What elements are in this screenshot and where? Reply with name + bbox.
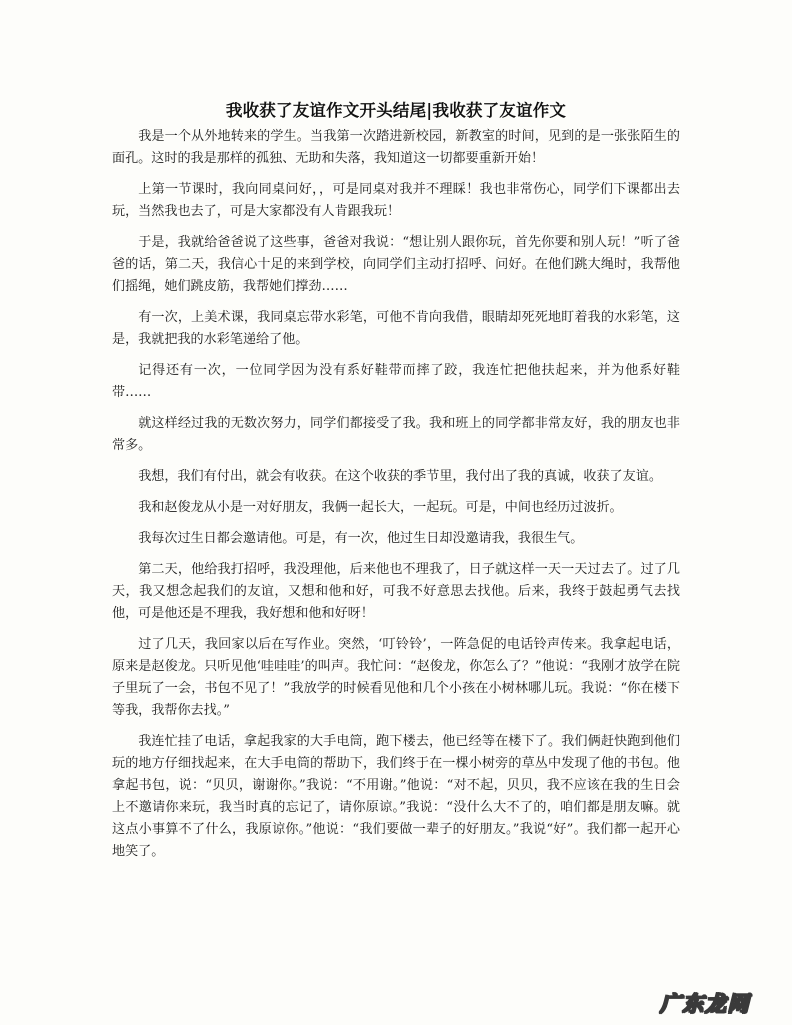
document-body [112, 126, 680, 872]
paragraph: 就这样经过我的无数次努力，同学们都接受了我。我和班上的同学都非常友好，我的朋友也非常多。 [112, 416, 680, 453]
paragraph: 我想，我们有付出，就会有收获。在这个收获的季节里，我付出了我的真诚，收获了友谊。 [138, 469, 662, 484]
paragraph: 我连忙挂了电话，拿起我家的大手电筒，跑下楼去，他已经等在楼下了。我们俩赶快跑到他们玩的地方仔细找起来，在大手电筒的帮助下，我们终于在一棵小树旁的草丛中发现了他的书包。他拿起书包，说：“贝贝，谢谢你。”我说：“不用谢。”他说：“对不起，贝贝，我不应该在我的生日会上不邀请你来玩，我当时真的忘记了，请你原谅。”我说：“没什么大不了的，咱们都是朋友嘛。就这点小事算不了什么，我原谅你。”他说：“我们要做一辈子的好朋友。”我说“好”。我们都一起开心地笑了。 [112, 734, 680, 859]
paragraph: 第二天，他给我打招呼，我没理他，后来他也不理我了，日子就这样一天一天过去了。过了几天，我又想念起我们的友谊，又想和他和好，可我不好意思去找他。后来，我终于鼓起勇气去找他，可是他还是不理我，我好想和他和好呀！ [112, 562, 680, 621]
paragraph: 我是一个从外地转来的学生。当我第一次踏进新校园，新教室的时间，见到的是一张张陌生的面孔。这时的我是那样的孤独、无助和失落，我知道这一切都要重新开始！ [112, 129, 680, 166]
paragraph: 过了几天，我回家以后在写作业。突然，‘叮铃铃’，一阵急促的电话铃声传来。我拿起电话，原来是赵俊龙。只听见他‘哇哇哇’的叫声。我忙问：“赵俊龙，你怎么了？”他说：“我刚才放学在院子里玩了一会，书包不见了！”我放学的时候看见他和几个小孩在小树林哪儿玩。我说：“你在楼下等我，我帮你去找。” [112, 637, 680, 718]
site-watermark: 广东龙网 [660, 992, 750, 1016]
page-title: 我收获了友谊作文开头结尾|我收获了友谊作文 [225, 101, 567, 121]
paragraph: 记得还有一次，一位同学因为没有系好鞋带而摔了跤，我连忙把他扶起来，并为他系好鞋带…… [112, 363, 680, 400]
paragraph: 上第一节课时，我向同桌问好，，可是同桌对我并不理睬！我也非常伤心，同学们下课都出去玩，当然我也去了，可是大家都没有人肯跟我玩！ [112, 182, 680, 219]
paragraph: 我和赵俊龙从小是一对好朋友，我俩一起长大，一起玩。可是，中间也经历过波折。 [138, 500, 623, 515]
paragraph: 我每次过生日都会邀请他。可是，有一次，他过生日却没邀请我，我很生气。 [138, 531, 584, 546]
paragraph: 有一次，上美术课，我同桌忘带水彩笔，可他不肯向我借，眼睛却死死地盯着我的水彩笔，这是，我就把我的水彩笔递给了他。 [112, 310, 680, 347]
paragraph: 于是，我就给爸爸说了这些事，爸爸对我说：“想让别人跟你玩，首先你要和别人玩！”听了爸爸的话，第二天，我信心十足的来到学校，向同学们主动打招呼、问好。在他们跳大绳时，我帮他们摇绳，她们跳皮筋，我帮她们撑劲…… [112, 235, 680, 294]
